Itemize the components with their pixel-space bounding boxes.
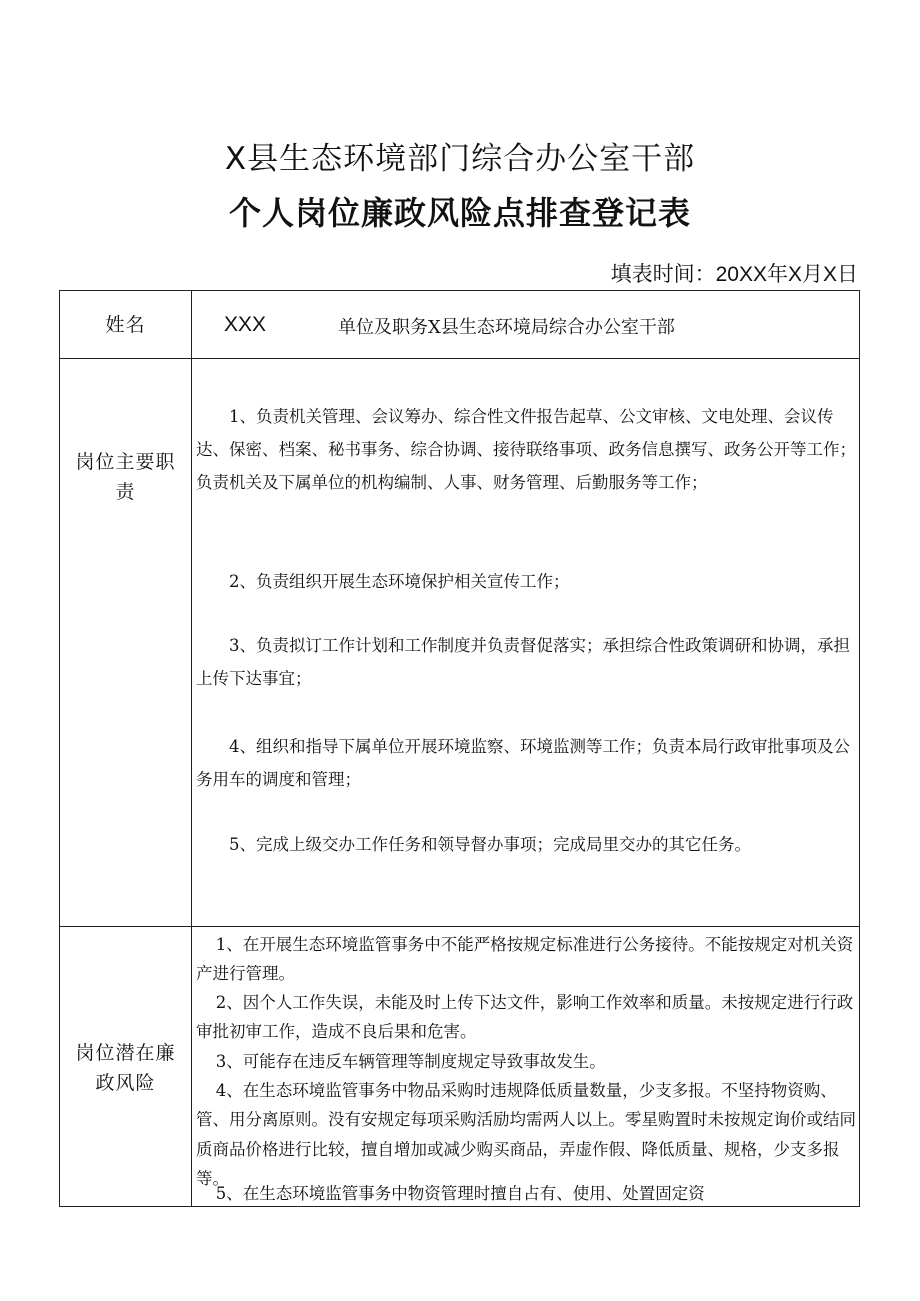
risk-item: 4、在生态环境监管事务中物品采购时违规降低质量数量，少支多报。不坚持物资购、管、用分离原则。没有安规定每项采购活励均需两人以上。零星购置时未按规定询价或结同质商品价格进行比较，擅自增加或减少购买商品，弄虚作假、降低质量、规格，少支多报等。 <box>196 1081 856 1189</box>
fill-time-label: 填表时间： <box>610 262 716 286</box>
unit-field <box>338 313 675 339</box>
unit-label: 单位及职务 <box>338 317 428 338</box>
risk-item: 3、可能存在违反车辆管理等制度规定导致事故发生。 <box>215 1052 606 1071</box>
risk-item: 1、在开展生态环境监管事务中不能严格按规定标准进行公务接待。不能按规定对机关资产进行管理。 <box>196 935 854 984</box>
duty-item: 5、完成上级交办工作任务和领导督办事项；完成局里交办的其它任务。 <box>229 835 751 854</box>
fill-time-value: 20XX年X月X日 <box>715 263 858 286</box>
duties-label: 岗位主要职责 <box>75 451 176 503</box>
row-divider-1 <box>60 358 859 359</box>
column-divider <box>191 291 192 1206</box>
risks-label: 岗位潜在廉政风险 <box>75 1042 176 1094</box>
name-label: 姓名 <box>105 314 146 336</box>
duty-item: 3、负责拟订工作计划和工作制度并负责督促落实；承担综合性政策调研和协调，承担上传下达事宜； <box>196 636 850 688</box>
fill-time <box>611 258 858 288</box>
row-divider-2 <box>60 926 859 927</box>
title-line-2: 个人岗位廉政风险点排查登记表 <box>228 194 691 232</box>
duty-item: 2、负责组织开展生态环境保护相关宣传工作； <box>229 572 570 591</box>
register-table <box>59 290 860 1207</box>
name-value: XXX <box>224 313 267 336</box>
risk-item: 2、因个人工作失误，未能及时上传下达文件，影响工作效率和质量。未按规定进行行政审批初审工作，造成不良后果和危害。 <box>196 993 854 1042</box>
duty-item: 1、负责机关管理、会议筹办、综合性文件报告起草、公文审核、文电处理、会议传达、保密、档案、秘书事务、综合协调、接待联络事项、政务信息撰写、政务公开等工作；负责机关及下属单位的机构编制、人事、财务管理、后勤服务等工作； <box>196 407 856 492</box>
title-line-1: X县生态环境部门综合办公室干部 <box>224 141 696 177</box>
unit-value: X县生态环境局综合办公室干部 <box>428 317 675 338</box>
duty-item: 4、组织和指导下属单位开展环境监察、环境监测等工作；负责本局行政审批事项及公务用车的调度和管理； <box>196 737 850 789</box>
risk-item: 5、在生态环境监管事务中物资管理时擅自占有、使用、处置固定资 <box>215 1184 705 1203</box>
